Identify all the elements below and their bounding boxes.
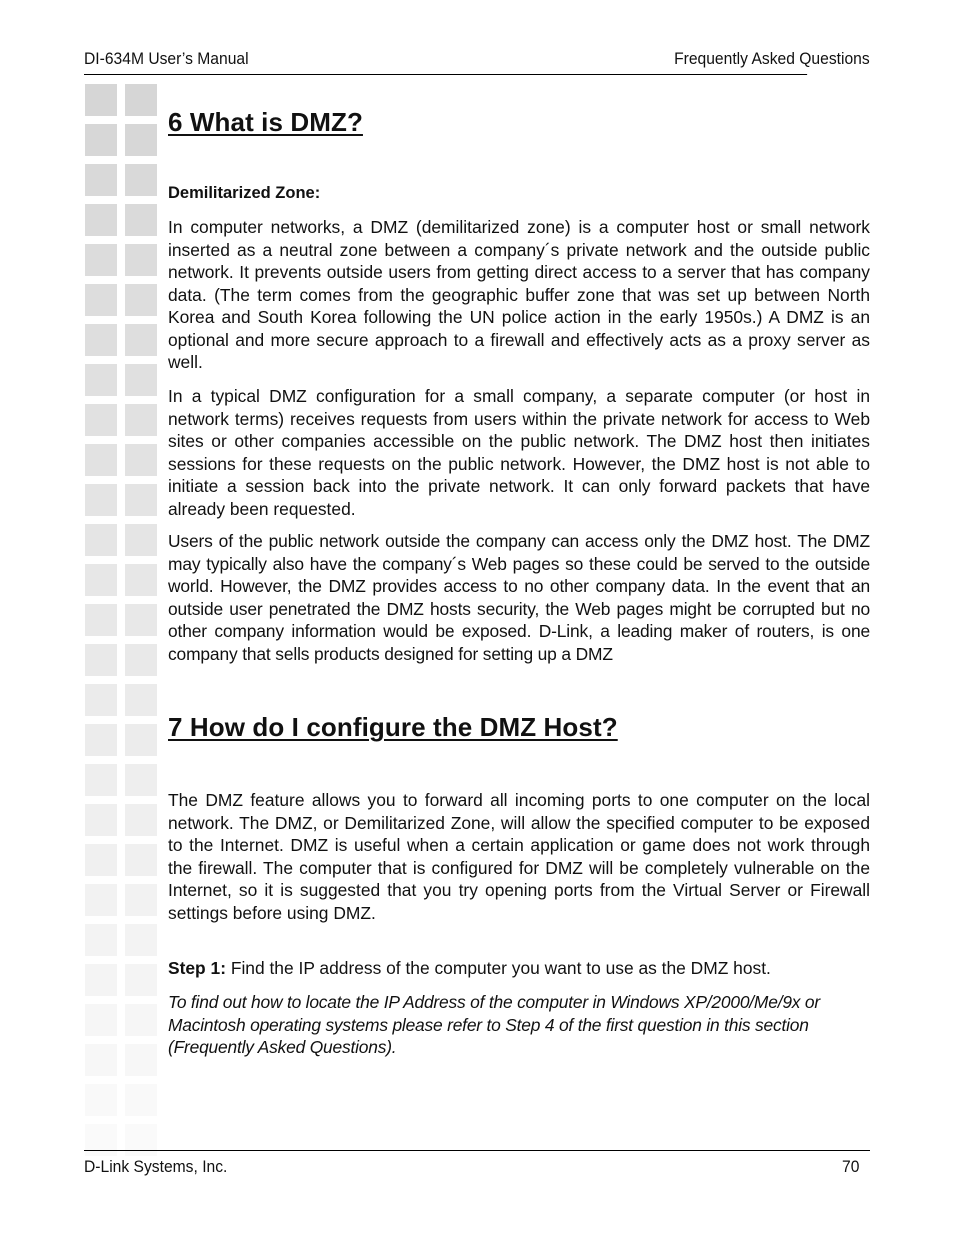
grid-square — [85, 124, 117, 156]
grid-square — [125, 684, 157, 716]
grid-square — [85, 604, 117, 636]
grid-square — [125, 804, 157, 836]
section-6-subheading-block — [168, 184, 870, 203]
grid-square — [125, 564, 157, 596]
grid-square — [85, 404, 117, 436]
grid-square — [85, 1084, 117, 1116]
grid-square — [85, 164, 117, 196]
grid-square — [125, 204, 157, 236]
grid-square — [85, 444, 117, 476]
grid-square — [85, 284, 117, 316]
grid-square — [125, 484, 157, 516]
grid-square — [85, 804, 117, 836]
grid-square — [85, 1044, 117, 1076]
section-6-subheading: Demilitarized Zone: — [168, 184, 321, 202]
grid-square — [125, 444, 157, 476]
step-1-block — [168, 957, 870, 980]
grid-square — [125, 724, 157, 756]
grid-square — [85, 844, 117, 876]
grid-square — [85, 684, 117, 716]
section-7 — [168, 712, 870, 743]
grid-square — [125, 244, 157, 276]
grid-square — [125, 644, 157, 676]
note-block — [168, 991, 870, 1059]
grid-square — [85, 1004, 117, 1036]
section-6-paragraph-3-block — [168, 530, 870, 665]
grid-square — [125, 164, 157, 196]
grid-square — [125, 604, 157, 636]
section-6-paragraph-1: In computer networks, a DMZ (demilitarized zone) is a computer host or small network inserted as a neutral zone between a company´s private network and the outside public network. It prevents outside users from getting direct access to a server that has company data. (The term comes from the geographic buffer zone that was set up between North Korea and South Korea following the UN police action in the early 1950s.) A DMZ is an optional and more secure approach to a firewall and effectively acts as a proxy server as well. — [168, 217, 870, 372]
grid-square — [85, 484, 117, 516]
grid-square — [125, 764, 157, 796]
page-number: 70 — [842, 1157, 860, 1176]
section-7-paragraph-block — [168, 789, 870, 924]
section-6-paragraph-2: In a typical DMZ configuration for a small company, a separate computer (or host in network terms) receives requests from users within the private network for access to Web sites or other companies accessible on the public network. The DMZ host then initiates sessions for these requests on the public network. However, the DMZ host is not able to initiate a session back into the private network. It can only forward packets that have already been requested. — [168, 386, 870, 519]
step-1-label: Step 1: — [168, 958, 226, 978]
grid-square — [85, 244, 117, 276]
grid-square — [125, 364, 157, 396]
grid-square — [85, 524, 117, 556]
section-6-paragraph-1-block — [168, 216, 870, 374]
grid-square — [85, 724, 117, 756]
page-header — [84, 48, 870, 75]
decorative-grid — [85, 84, 159, 1152]
grid-square — [125, 524, 157, 556]
step-1 — [168, 957, 870, 980]
section-6-paragraph-3: Users of the public network outside the company can access only the DMZ host. The DMZ may typically also have the company´s Web pages so these could be served to the outside world. However, the DMZ provides access to no other company data. In the event that an outside user penetrated the DMZ hosts security, the Web pages might be corrupted but no other company information would be exposed. D-Link, a leading maker of routers, is one company that sells products designed for setting up a DMZ — [168, 531, 870, 664]
grid-square — [125, 284, 157, 316]
grid-square — [85, 764, 117, 796]
grid-square — [85, 84, 117, 116]
grid-square — [85, 964, 117, 996]
section-6 — [168, 107, 870, 138]
section-7-heading: 7 How do I configure the DMZ Host? — [168, 712, 618, 742]
page-footer — [84, 1150, 870, 1176]
grid-square — [125, 884, 157, 916]
section-7-paragraph: The DMZ feature allows you to forward all incoming ports to one computer on the local network. The DMZ, or Demilitarized Zone, will allow the specified computer to be exposed to the Internet. DMZ is useful when a certain application or game does not work through the firewall. The computer that is configured for DMZ will be completely vulnerable on the Internet, so it is suggested that you try opening ports from the Virtual Server or Firewall settings before using DMZ. — [168, 790, 870, 923]
grid-square — [85, 644, 117, 676]
grid-square — [125, 964, 157, 996]
section-title: Frequently Asked Questions — [674, 49, 870, 68]
grid-square — [125, 84, 157, 116]
grid-square — [125, 1124, 157, 1156]
grid-square — [85, 884, 117, 916]
grid-square — [85, 924, 117, 956]
step-1-note: To find out how to locate the IP Address of the computer in Windows XP/2000/Me/9x or Macintosh operating systems please refer to Step 4 of the first question in this section (Frequently Asked Questions). — [168, 992, 820, 1057]
grid-square — [85, 204, 117, 236]
grid-square — [125, 124, 157, 156]
step-1-text: Find the IP address of the computer you want to use as the DMZ host. — [225, 958, 771, 978]
section-6-paragraph-2-block — [168, 385, 870, 520]
grid-square — [85, 1124, 117, 1156]
grid-square — [125, 404, 157, 436]
grid-square — [85, 564, 117, 596]
grid-square — [125, 924, 157, 956]
grid-square — [125, 1004, 157, 1036]
grid-square — [125, 844, 157, 876]
grid-square — [125, 1084, 157, 1116]
section-6-heading: 6 What is DMZ? — [168, 107, 363, 137]
grid-square — [85, 364, 117, 396]
grid-square — [125, 324, 157, 356]
grid-square — [125, 1044, 157, 1076]
manual-title: DI-634M User’s Manual — [84, 49, 249, 68]
grid-square — [85, 324, 117, 356]
company-name: D-Link Systems, Inc. — [84, 1157, 228, 1176]
